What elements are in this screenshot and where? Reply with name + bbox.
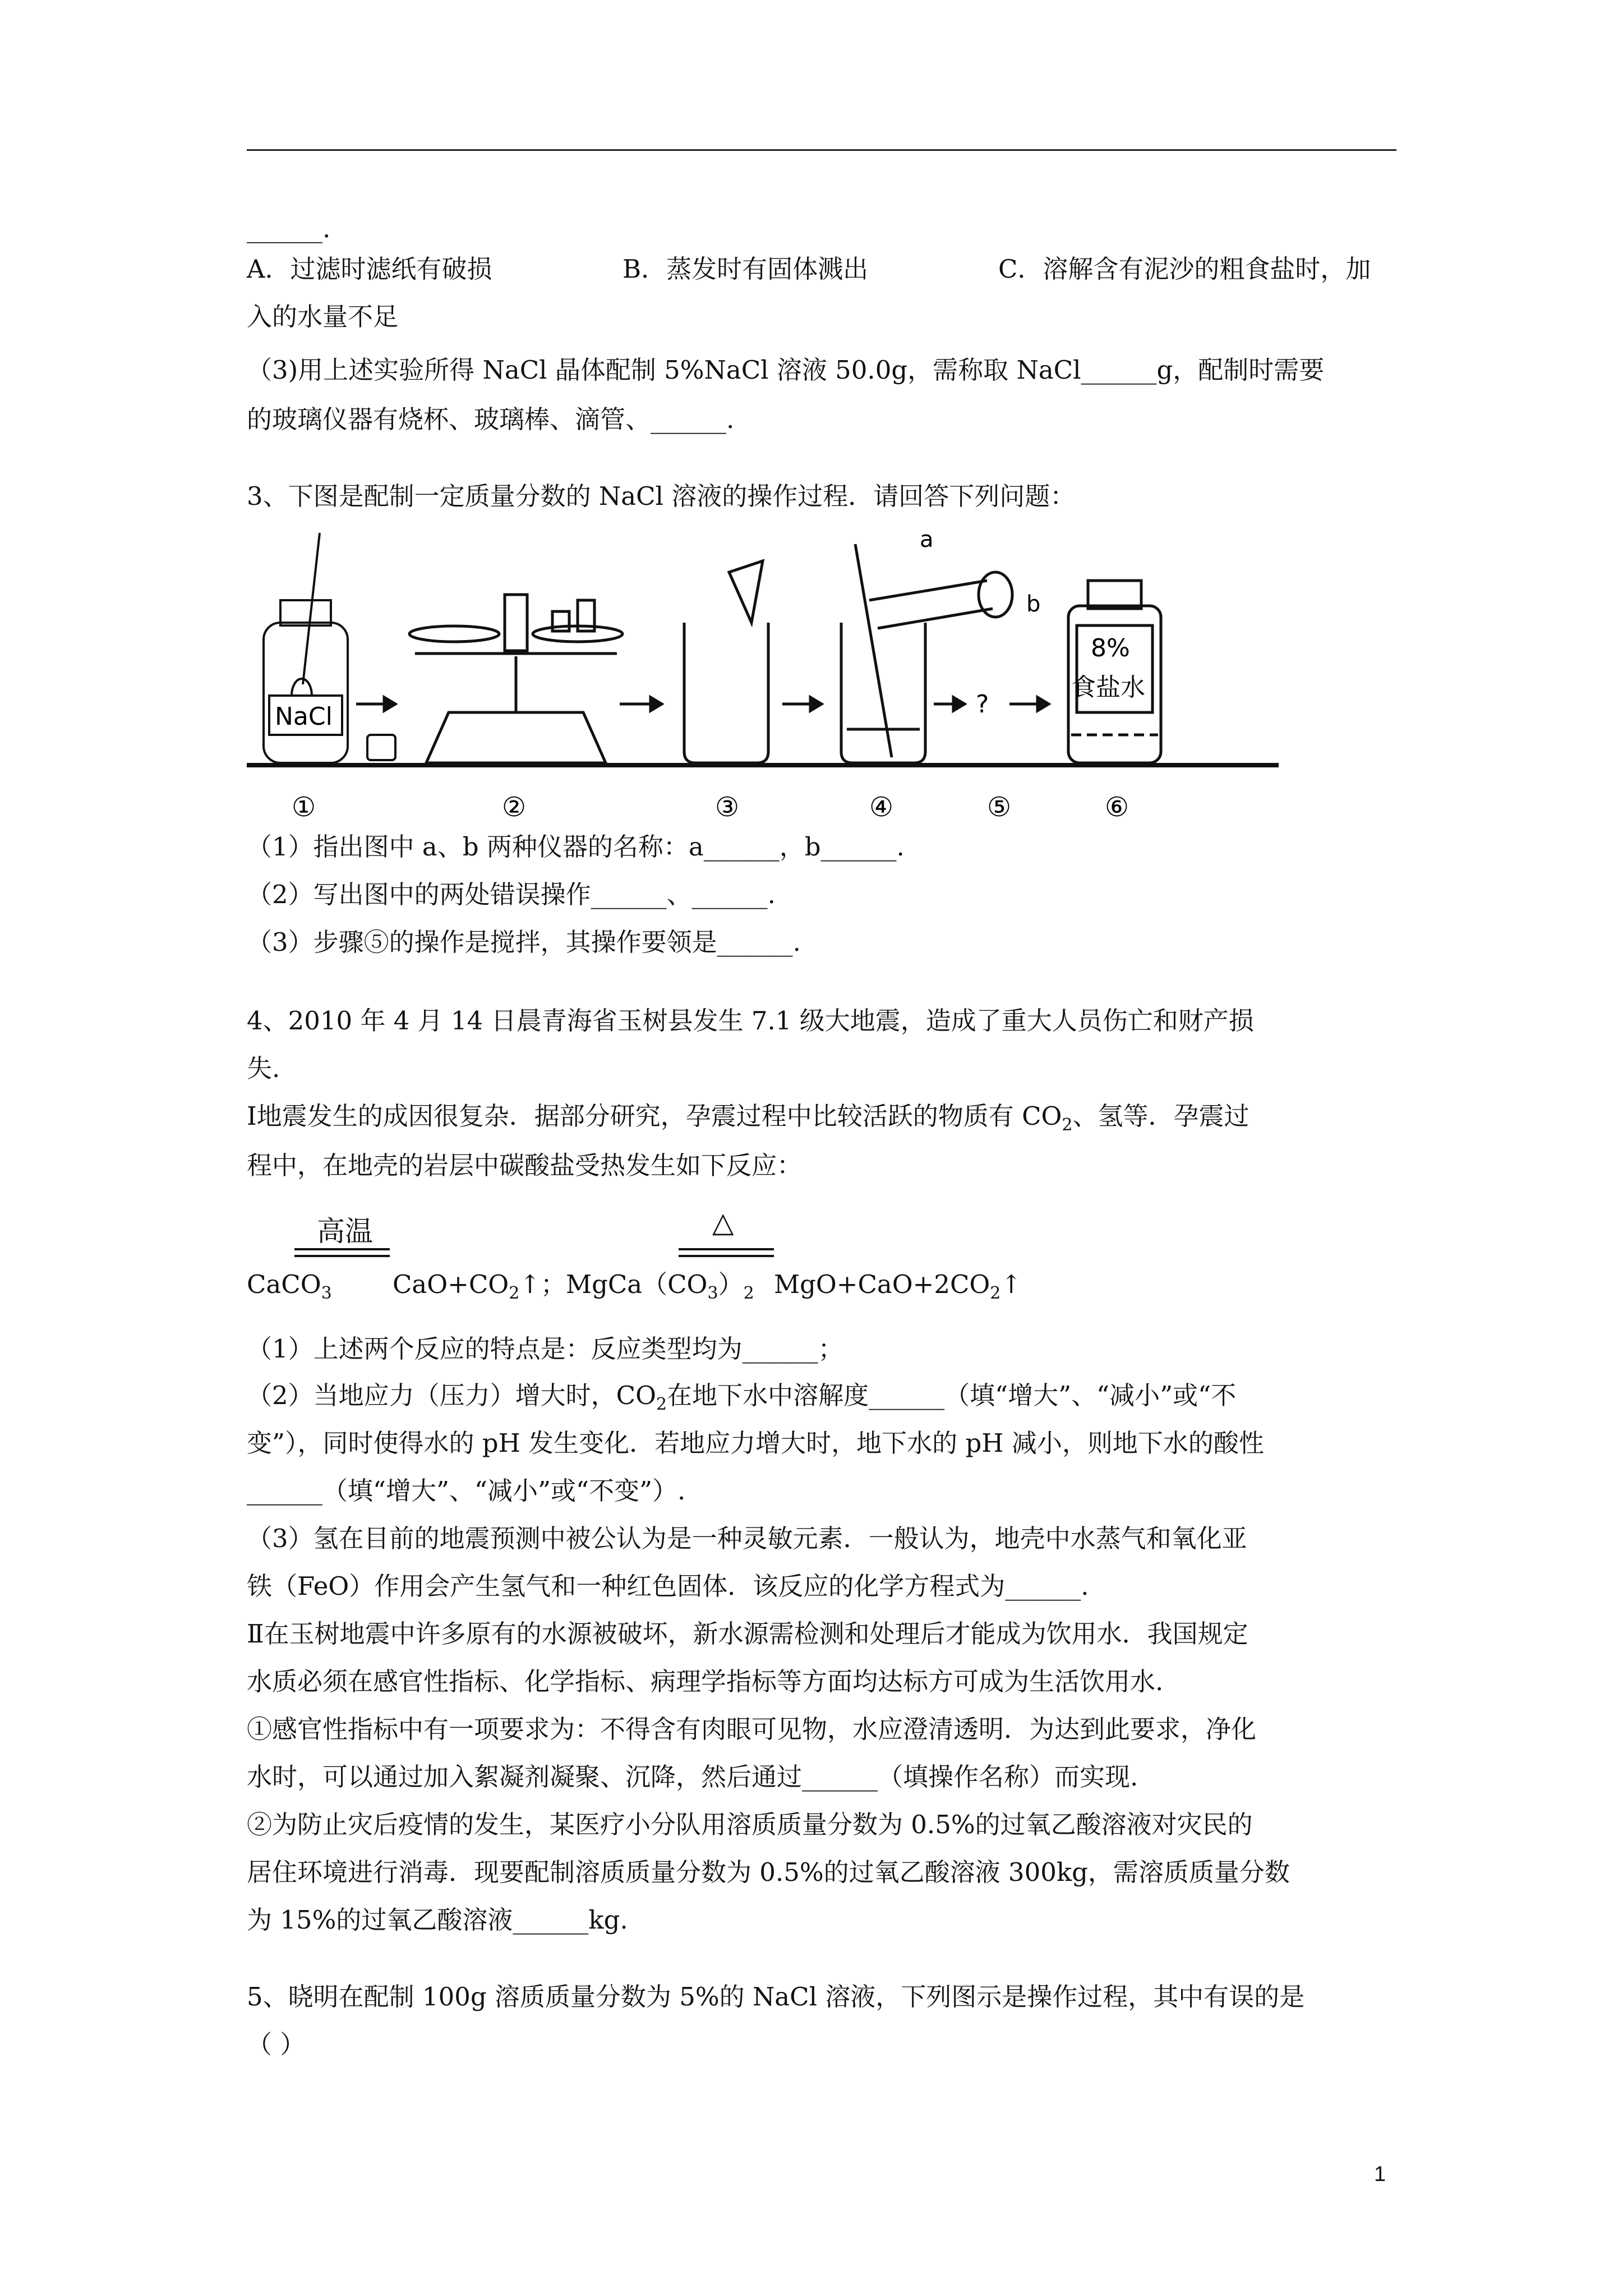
header-rule bbox=[247, 149, 1396, 151]
answer-blank: ______. bbox=[247, 214, 331, 243]
experiment-diagram bbox=[247, 527, 1284, 825]
step-label: ② bbox=[502, 792, 527, 823]
text-line: Ⅱ在玉树地震中许多原有的水源被破坏，新水源需检测和处理后才能成为饮用水．我国规定 bbox=[247, 1619, 1248, 1649]
instrument-a-label: a bbox=[920, 527, 934, 553]
step-label: ③ bbox=[715, 792, 740, 823]
subscript: 3 bbox=[707, 1283, 718, 1303]
subscript: 2 bbox=[1062, 1115, 1073, 1135]
question-mark: ? bbox=[976, 690, 989, 719]
subscript: 2 bbox=[656, 1395, 667, 1414]
text-segment: 在地下水中溶解度______（填“增大”、“减小”或“不 bbox=[667, 1381, 1237, 1410]
jar-percent: 8% bbox=[1091, 634, 1130, 662]
page-number: 1 bbox=[1374, 2162, 1386, 2186]
arrow-icon bbox=[620, 697, 662, 711]
text-line: 铁（FeO）作用会产生氢气和一种红色固体．该反应的化学方程式为______. bbox=[247, 1571, 1089, 1601]
text-line: ______（填“增大”、“减小”或“不变”）. bbox=[247, 1476, 686, 1506]
option-b: B．蒸发时有固体溅出 bbox=[623, 254, 869, 284]
step-label: ⑤ bbox=[987, 792, 1012, 823]
text-segment: CaO+CO bbox=[393, 1269, 509, 1299]
arrow-icon bbox=[356, 697, 395, 711]
arrow-icon bbox=[934, 697, 1049, 711]
step-label: ④ bbox=[869, 792, 894, 823]
bottle-label: NaCl bbox=[275, 702, 333, 731]
text-segment: ） bbox=[718, 1269, 744, 1299]
arrow-icon bbox=[782, 697, 822, 711]
answer-bracket: （ ） bbox=[247, 2030, 306, 2059]
reaction-bar bbox=[679, 1255, 774, 1257]
cylinder-icon bbox=[841, 544, 1012, 763]
text-line: 入的水量不足 bbox=[247, 302, 399, 332]
text-line: ②为防止灾后疫情的发生，某医疗小分队用溶质质量分数为 0.5%的过氧乙酸溶液对灾民的 bbox=[247, 1810, 1253, 1839]
subscript: 3 bbox=[321, 1283, 332, 1303]
jar-label: 食盐水 bbox=[1071, 673, 1145, 702]
text-segment: （2）当地应力（压力）增大时，CO bbox=[247, 1381, 656, 1410]
text-segment: 、氢等．孕震过 bbox=[1072, 1101, 1249, 1131]
condition-high-temp: 高温 bbox=[317, 1215, 373, 1248]
text-segment: ↑；MgCa（CO bbox=[519, 1269, 708, 1299]
product bbox=[393, 1268, 754, 1310]
experiment-figure bbox=[247, 527, 1284, 825]
subscript: 2 bbox=[509, 1283, 520, 1303]
text-line: （3）氢在目前的地震预测中被公认为是一种灵敏元素．一般认为，地壳中水蒸气和氧化亚 bbox=[247, 1524, 1247, 1553]
text-segment: ↑ bbox=[1000, 1269, 1022, 1299]
reactant: CaCO bbox=[247, 1269, 321, 1299]
text-line: （1）指出图中 a、b 两种仪器的名称：a______，b______. bbox=[247, 832, 905, 862]
text-line: 水时，可以通过加入絮凝剂凝聚、沉降，然后通过______（填操作名称）而实现. bbox=[247, 1762, 1138, 1792]
option-row bbox=[247, 252, 1371, 286]
text-line: 居住环境进行消毒．现要配制溶质质量分数为 0.5%的过氧乙酸溶液 300kg，需溶质质量分数 bbox=[247, 1857, 1290, 1887]
product bbox=[774, 1268, 1022, 1310]
text-line: （2）写出图中的两处错误操作______、______. bbox=[247, 880, 776, 909]
question-5-heading: 5、晓明在配制 100g 溶质质量分数为 5%的 NaCl 溶液，下列图示是操作过程，其中有误的是 bbox=[247, 1982, 1305, 2012]
balance-icon bbox=[409, 595, 623, 763]
text-line: 水质必须在感官性指标、化学指标、病理学指标等方面均达标方可成为生活饮用水. bbox=[247, 1667, 1164, 1696]
question-4-heading: 4、2010 年 4 月 14 日晨青海省玉树县发生 7.1 级大地震，造成了重大人员伤亡和财产损 bbox=[247, 1006, 1254, 1036]
text-line: （1）上述两个反应的特点是：反应类型均为______； bbox=[247, 1334, 843, 1364]
text-line: 程中，在地壳的岩层中碳酸盐受热发生如下反应： bbox=[247, 1151, 803, 1180]
reaction-bar bbox=[294, 1255, 390, 1257]
text-line: ①感官性指标中有一项要求为：不得含有肉眼可见物，水应澄清透明．为达到此要求，净化 bbox=[247, 1714, 1257, 1744]
text-line: 为 15%的过氧乙酸溶液______kg. bbox=[247, 1905, 628, 1935]
beaker-icon bbox=[684, 561, 768, 763]
reaction-bar bbox=[679, 1248, 774, 1250]
reaction-bar bbox=[294, 1248, 390, 1250]
step-label: ① bbox=[292, 792, 316, 823]
subscript: 2 bbox=[990, 1283, 1001, 1303]
text-line: 变”），同时使得水的 pH 发生变化．若地应力增大时，地下水的 pH 减小，则地下水的酸性 bbox=[247, 1428, 1264, 1458]
text-line: （3）步骤⑤的操作是搅拌，其操作要领是______. bbox=[247, 927, 801, 957]
question-3-heading: 3、下图是配制一定质量分数的 NaCl 溶液的操作过程．请回答下列问题： bbox=[247, 481, 1076, 511]
text-line: 失. bbox=[247, 1053, 280, 1083]
step-label: ⑥ bbox=[1105, 792, 1129, 823]
text-line: （3)用上述实验所得 NaCl 晶体配制 5%NaCl 溶液 50.0g，需称取 NaCl______g，配制时需要 bbox=[247, 355, 1325, 385]
condition-heat: △ bbox=[712, 1206, 734, 1239]
instrument-b-label: b bbox=[1026, 591, 1041, 617]
text-segment: MgO+CaO+2CO bbox=[774, 1269, 990, 1299]
text-line bbox=[247, 1099, 1249, 1142]
subscript: 2 bbox=[743, 1283, 754, 1303]
reagent-jar-icon bbox=[1068, 581, 1161, 763]
text-segment: Ⅰ地震发生的成因很复杂．据部分研究，孕震过程中比较活跃的物质有 CO bbox=[247, 1101, 1062, 1131]
text-line: 的玻璃仪器有烧杯、玻璃棒、滴管、______. bbox=[247, 404, 735, 434]
equation-line bbox=[247, 1268, 1022, 1310]
option-a: A．过滤时滤纸有破损 bbox=[247, 254, 492, 284]
option-c: C．溶解含有泥沙的粗食盐时，加 bbox=[998, 254, 1371, 284]
text-line bbox=[247, 1379, 1236, 1421]
